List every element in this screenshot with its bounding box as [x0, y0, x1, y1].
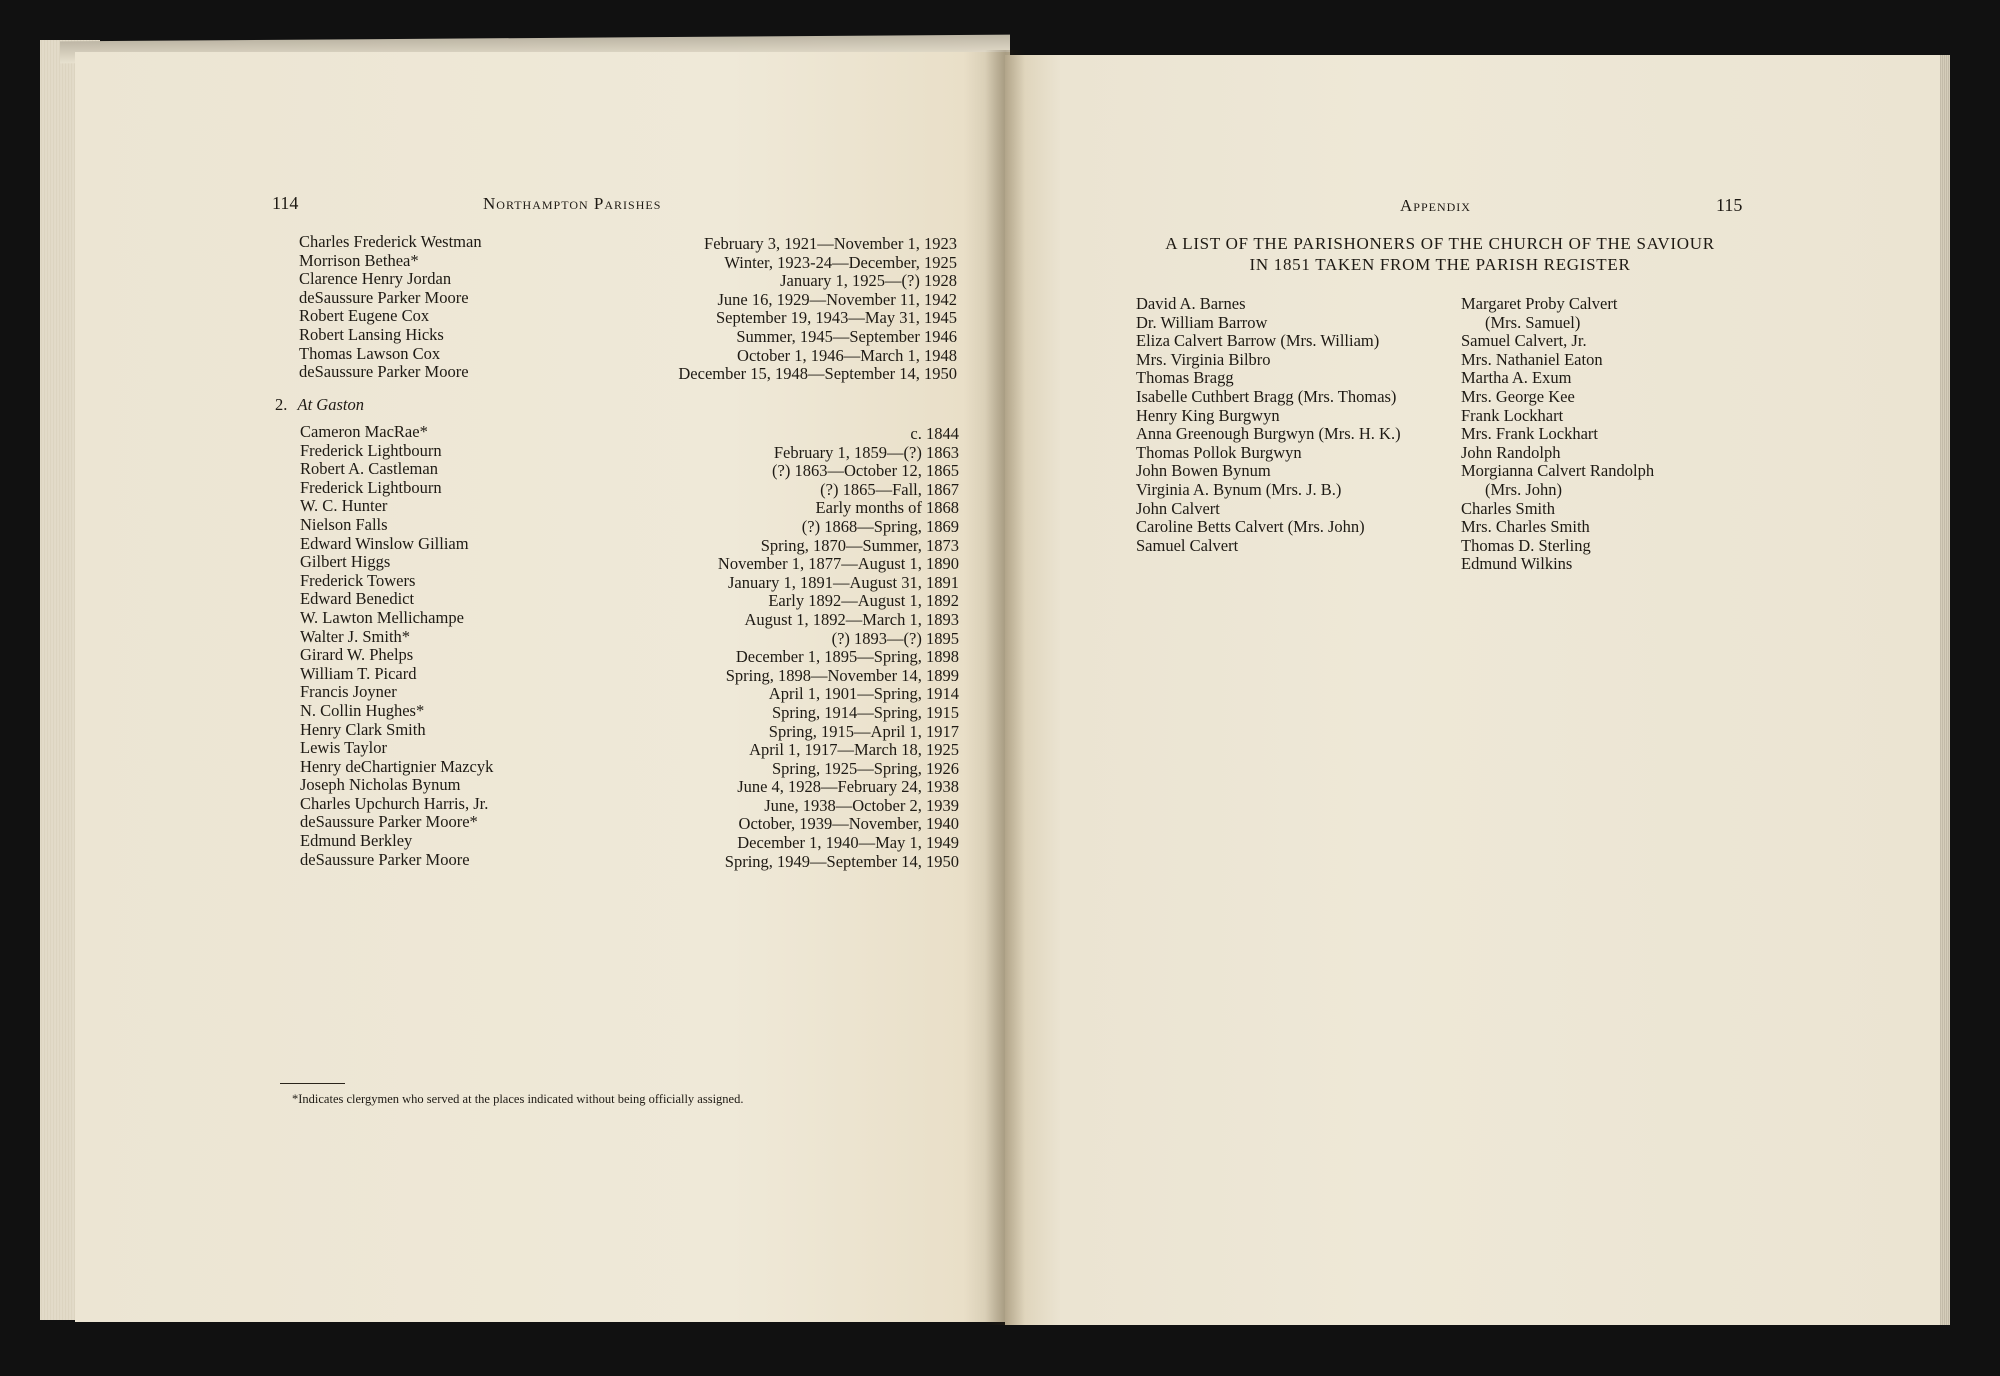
clergy-dates: December 1, 1895—Spring, 1898 — [735, 647, 959, 667]
parishioner-entry: Mrs. George Kee — [1461, 386, 1575, 406]
clergy-dates: (?) 1863—October 12, 1865 — [772, 461, 959, 481]
footnote: *Indicates clergymen who served at the places indicated without being officially assigned. — [292, 1092, 744, 1106]
clergy-name: W. Lawton Mellichampe — [300, 607, 464, 627]
parishioner-entry: Edmund Wilkins — [1461, 554, 1573, 574]
clergy-name: deSaussure Parker Moore — [300, 849, 470, 869]
parishioner-entry: Margaret Proby Calvert — [1461, 294, 1618, 313]
clergy-name: Henry Clark Smith — [300, 719, 426, 739]
section-number: 2. — [275, 395, 288, 414]
clergy-dates: Early months of 1868 — [815, 498, 959, 518]
parishioner-entry: Thomas D. Sterling — [1461, 535, 1591, 555]
clergy-dates: June, 1938—October 2, 1939 — [764, 795, 959, 815]
list-title-line-2: IN 1851 TAKEN FROM THE PARISH REGISTER — [1249, 255, 1631, 274]
clergy-name: Thomas Lawson Cox — [299, 343, 441, 363]
parishioner-entry: Mrs. Frank Lockhart — [1461, 424, 1599, 444]
left-running-head: Northampton Parishes — [483, 194, 662, 213]
clergy-dates: April 1, 1901—Spring, 1914 — [768, 684, 959, 704]
clergy-dates: Spring, 1898—November 14, 1899 — [725, 665, 959, 685]
clergy-dates: January 1, 1925—(?) 1928 — [780, 271, 957, 291]
clergy-dates: Spring, 1915—April 1, 1917 — [768, 721, 959, 741]
clergy-name: Charles Frederick Westman — [299, 232, 482, 251]
left-page — [75, 52, 1010, 1322]
clergy-name: Edward Winslow Gilliam — [300, 533, 469, 553]
clergy-name: W. C. Hunter — [300, 496, 388, 516]
parishioner-entry: Morgianna Calvert Randolph — [1461, 461, 1655, 481]
clergy-dates: August 1, 1892—March 1, 1893 — [744, 609, 959, 629]
clergy-name: Robert Eugene Cox — [299, 306, 430, 326]
clergy-name: Henry deChartignier Mazcyk — [300, 756, 494, 776]
parishioner-entry: Samuel Calvert — [1136, 535, 1239, 555]
parishioner-entry: John Bowen Bynum — [1136, 461, 1271, 481]
clergy-name: Edmund Berkley — [300, 831, 413, 851]
clergy-name: William T. Picard — [300, 663, 417, 683]
parishioner-entry: Samuel Calvert, Jr. — [1461, 331, 1587, 351]
clergy-dates: June 16, 1929—November 11, 1942 — [717, 289, 957, 309]
clergy-dates: November 1, 1877—August 1, 1890 — [717, 554, 959, 574]
clergy-name: Cameron MacRae* — [300, 422, 428, 441]
clergy-name: deSaussure Parker Moore — [299, 287, 469, 307]
clergy-dates: Spring, 1925—Spring, 1926 — [771, 758, 959, 778]
parishioner-entry: Mrs. Charles Smith — [1461, 517, 1590, 537]
clergy-dates: Summer, 1945—September 1946 — [736, 326, 957, 346]
parishioner-entry: Virginia A. Bynum (Mrs. J. B.) — [1136, 479, 1342, 499]
clergy-name: N. Collin Hughes* — [300, 700, 425, 720]
parishioner-entry: John Calvert — [1136, 498, 1220, 518]
clergy-dates: September 19, 1943—May 31, 1945 — [715, 308, 957, 328]
clergy-dates: April 1, 1917—March 18, 1925 — [749, 740, 959, 760]
clergy-name: Frederick Lightbourn — [300, 440, 442, 460]
clergy-name: Clarence Henry Jordan — [299, 269, 452, 289]
clergy-name: Frederick Towers — [300, 570, 416, 590]
clergy-dates: c. 1844 — [910, 424, 959, 443]
clergy-name: Frederick Lightbourn — [300, 477, 442, 497]
left-page-number: 114 — [272, 193, 299, 213]
right-page-number: 115 — [1716, 195, 1743, 215]
clergy-name: Girard W. Phelps — [300, 645, 414, 665]
clergy-name: Robert A. Castleman — [300, 459, 438, 479]
clergy-dates: February 3, 1921—November 1, 1923 — [704, 234, 957, 253]
clergy-dates: Early 1892—August 1, 1892 — [768, 591, 959, 611]
clergy-dates: Spring, 1949—September 14, 1950 — [724, 851, 959, 871]
clergy-name: Walter J. Smith* — [300, 626, 411, 646]
clergy-name: Gilbert Higgs — [300, 552, 391, 572]
clergy-dates: (?) 1893—(?) 1895 — [831, 628, 959, 648]
clergy-name: deSaussure Parker Moore — [299, 362, 469, 382]
clergy-dates: October, 1939—November, 1940 — [738, 814, 959, 834]
parishioner-entry: Frank Lockhart — [1461, 405, 1564, 425]
parishioner-entry: (Mrs. John) — [1485, 479, 1562, 499]
parishioner-entry: Eliza Calvert Barrow (Mrs. William) — [1136, 331, 1380, 351]
right-running-head: Appendix — [1400, 196, 1471, 215]
parishioner-entry: Dr. William Barrow — [1136, 312, 1268, 332]
parishioner-entry: Isabelle Cuthbert Bragg (Mrs. Thomas) — [1136, 386, 1397, 406]
clergy-name: Edward Benedict — [300, 589, 415, 609]
clergy-dates: Spring, 1914—Spring, 1915 — [771, 702, 959, 722]
parishioner-entry: (Mrs. Samuel) — [1485, 312, 1581, 332]
clergy-name: Francis Joyner — [300, 682, 397, 702]
section-heading — [275, 396, 364, 415]
clergy-dates: February 1, 1859—(?) 1863 — [773, 442, 959, 462]
parishioner-entry: Thomas Pollok Burgwyn — [1136, 442, 1302, 462]
parishioner-column-1 — [1136, 295, 1401, 555]
parishioner-entry: Caroline Betts Calvert (Mrs. John) — [1136, 517, 1365, 537]
clergy-name: Joseph Nicholas Bynum — [300, 775, 461, 795]
parishioner-entry: Martha A. Exum — [1461, 368, 1572, 388]
clergy-name: Lewis Taylor — [300, 738, 387, 758]
clergy-dates: October 1, 1946—March 1, 1948 — [737, 345, 957, 365]
right-page — [1005, 55, 1940, 1325]
clergy-dates: December 1, 1940—May 1, 1949 — [737, 833, 959, 853]
clergy-dates: Spring, 1870—Summer, 1873 — [760, 535, 959, 555]
parishioner-entry: Henry King Burgwyn — [1136, 405, 1280, 425]
parishioner-column-2 — [1461, 295, 1654, 574]
parishioner-entry: David A. Barnes — [1136, 294, 1246, 313]
section-title: At Gaston — [297, 395, 364, 414]
clergy-dates: (?) 1865—Fall, 1867 — [820, 479, 959, 499]
parishioner-entry: John Randolph — [1461, 442, 1561, 462]
clergy-list-group2-dates — [445, 425, 959, 871]
clergy-name: deSaussure Parker Moore* — [300, 812, 478, 832]
parishioner-entry: Anna Greenough Burgwyn (Mrs. H. K.) — [1136, 424, 1401, 444]
list-title-line-1: A LIST OF THE PARISHONERS OF THE CHURCH OF THE SAVIOUR — [1165, 234, 1715, 253]
clergy-dates: December 15, 1948—September 14, 1950 — [678, 364, 957, 384]
clergy-name: Morrison Bethea* — [299, 250, 419, 270]
clergy-dates: June 4, 1928—February 24, 1938 — [737, 777, 959, 797]
parishioner-entry: Thomas Bragg — [1136, 368, 1234, 388]
clergy-name: Robert Lansing Hicks — [299, 324, 444, 344]
footnote-rule — [280, 1083, 345, 1084]
clergy-name: Nielson Falls — [300, 514, 388, 534]
clergy-name: Charles Upchurch Harris, Jr. — [300, 793, 489, 813]
clergy-dates: (?) 1868—Spring, 1869 — [801, 516, 959, 536]
book-gutter — [985, 50, 1025, 1325]
parishioner-entry: Mrs. Nathaniel Eaton — [1461, 349, 1603, 369]
parishioner-entry: Mrs. Virginia Bilbro — [1136, 349, 1271, 369]
parishioner-entry: Charles Smith — [1461, 498, 1555, 518]
clergy-dates: Winter, 1923-24—December, 1925 — [724, 252, 957, 272]
clergy-dates: January 1, 1891—August 31, 1891 — [728, 572, 959, 592]
clergy-list-group1-dates — [445, 235, 957, 384]
